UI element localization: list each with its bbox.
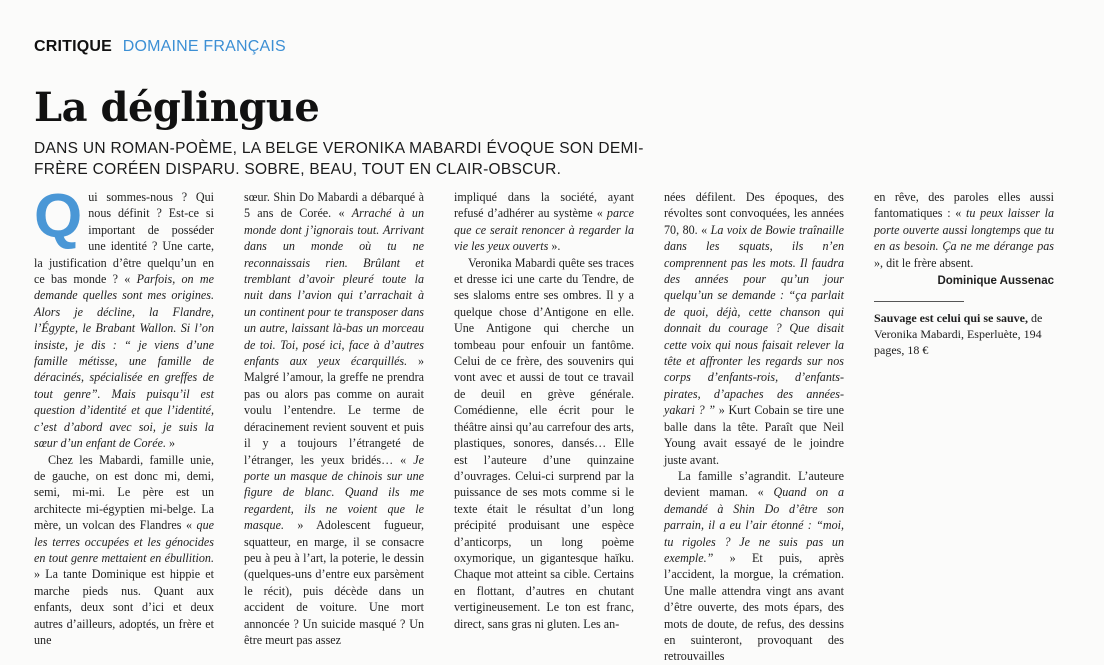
divider bbox=[874, 301, 964, 302]
text-run: » Kurt Cobain se tire une balle dans la tête. Paraît que Neil Young avait essayé de le joindre juste avant. bbox=[664, 403, 844, 467]
quote-run: parce que ce serait renoncer à regarder la vie les yeux ouverts bbox=[454, 206, 634, 254]
domaine-label: DOMAINE FRANÇAIS bbox=[122, 38, 286, 55]
article-column-5 bbox=[874, 189, 1054, 533]
text-run: en rêve, des paroles elles aussi fantomatiques : « bbox=[874, 190, 1054, 221]
text-run: » Et puis, après l’accident, la morgue, la crémation. Une malle attendra vingt ans avant d’être ouverte, des mots épars, des mots de doute, de refus, des dessins en suinteront, provoquant des retrouvailles bbox=[664, 550, 844, 664]
paragraph bbox=[34, 452, 214, 649]
article-title: La déglingue bbox=[34, 84, 320, 131]
article-column-3 bbox=[454, 189, 634, 631]
book-info bbox=[874, 310, 1054, 358]
section-header bbox=[34, 38, 286, 56]
quote-run: que les terres occupées et les génocides en tout genre mettaient en ébullition. bbox=[34, 518, 214, 565]
quote-run: tu peux laisser la porte ouverte aussi longtemps que tu en as besoin. Ça ne me dérange pas bbox=[874, 206, 1054, 254]
text-run: ». bbox=[548, 239, 561, 254]
paragraph bbox=[34, 182, 214, 452]
text-run: impliqué dans la société, ayant refusé d’adhérer au système « bbox=[454, 190, 634, 221]
paragraph: Veronika Mabardi quête ses traces et dresse ici une carte du Tendre, de ses slaloms entre ses ombres. Il y a quelque chose d’Antigone en elle. Une Antigone qui cherche un tombeau pour enfouir un fantôme. Celui de ce frère, des souvenirs qui vont avec et aussi de tout ce travail de deuil en grève générale. Comédienne, elle écrit pour le théâtre ainsi qu’au carrefour des arts, plastiques, sonores, dansés… Elle est l’auteure d’une quinzaine d’ouvrages. Celui-ci surprend par la puissance de ses mots comme si le texte était le résultat d’un long précipité produisant une espèce d’anticorps, un long poème oxymorique, un gigantesque haïku. Chaque mot atteint sa cible. Certains en flottant, d’autres en chutant vertigineusement. Le ton est franc, direct, sans gras ni gluten. Les an- bbox=[454, 255, 634, 631]
quote-run: Arraché à un monde dont j’ignorais tout. Arrivant dans un monde où tu ne reconnaissais rien. Brûlant et tremblant d’avoir pleuré toute la nuit dans l’avion qui t’arrachait à un continent pour te transposer dans un autre, laissant là-bas un morceau de toi. Toi, posé ici, face à d’autres enfants aux yeux écarquillés. bbox=[244, 206, 424, 369]
paragraph bbox=[664, 189, 844, 468]
text-run: » La tante Dominique est hippie et marche pieds nus. Quant aux enfants, deux sont d’ici et deux autres d’ailleurs, adoptés, un frère et une bbox=[34, 567, 214, 647]
text-run: sœur. Shin Do Mabardi a débarqué à 5 ans de Corée. « bbox=[244, 190, 424, 221]
quote-run: Parfois, on me demande quelles sont mes origines. Alors je décline, la Flandre, l’Égypte, le Brabant Wallon. Si l’on insiste, je dis : “ je viens d’une famille métisse, une famille de déracinés, spécialisée en greffes de tout genre”. Mais puisqu’il est question d’identité et que l’identité, c’est d’abord avec soi, je suis la sœur d’un enfant de Corée. bbox=[34, 272, 214, 451]
paragraph bbox=[874, 189, 1054, 271]
text-run: ui sommes-nous ? Qui nous définit ? Est-ce si important de posséder une identité ? Une carte, la justification d’être quelqu’un en ce bas monde ? « bbox=[34, 190, 214, 287]
article-column-4 bbox=[664, 189, 844, 664]
book-details: de Veronika Mabardi, Esperluète, 194 pages, 18 € bbox=[874, 311, 1043, 358]
quote-run: La voix de Bowie traînaille dans les squats, ils n’en comprennent pas les mots. Il faudra des années pour qu’un jour quelqu’un se demande : “ça parlait de quoi, déjà, cette chanson qui donnait du courage ? Que disait cette voix qui nous faisait relever la tête et affronter les regards sur nos corps d’enfants-rois, d’enfants-pirates, d’apaches des années-yakari ? ” bbox=[664, 222, 844, 418]
author-signature: Dominique Aussenac bbox=[937, 275, 1054, 288]
text-run: » Malgré l’amour, la greffe ne prendra pas ou alors pas comme on aurait voulu l’entendre. Le terme de déracinement revient souvent et puis il y a toujours l’étrangeté de l’étranger, les yeux bridés… « bbox=[244, 354, 424, 467]
quote-run: Je porte un masque de chinois sur une figure de blanc. Quand ils me regardent, ils ne voient que le masque. bbox=[244, 452, 424, 533]
text-run: », dit le frère absent. bbox=[874, 255, 974, 270]
article-column-1 bbox=[34, 182, 214, 647]
quote-run: Quand on a demandé à Shin Do d’être son parrain, il a eu l’air étonné : “moi, tu rigoles ? Je ne suis pas un exemple.” bbox=[664, 485, 844, 565]
paragraph bbox=[244, 189, 424, 648]
paragraph bbox=[664, 468, 844, 665]
rubrique-label: CRITIQUE bbox=[34, 38, 113, 55]
paragraph bbox=[454, 189, 634, 255]
text-run: » Adolescent fugueur, squatteur, en marge, il se consacre peu à peu à l’art, la poterie, le dessin (quelques-uns d’entre eux parsèment le récit), puis décède dans un accident de voiture. Une mort annoncée ? Un suicide masqué ? Un être meurt pas assez bbox=[244, 518, 424, 647]
article-column-2 bbox=[244, 189, 424, 647]
text-run: La famille s’agrandit. L’auteure devient maman. « bbox=[664, 468, 844, 500]
text-run: Chez les Mabardi, famille unie, de gauche, on est donc mi, demi, semi, mi-mi. Le père est un architecte mi-égyptien mi-belge. La mère, un volcan des Flandres « bbox=[34, 452, 214, 533]
text-run: nées défilent. Des époques, des révoltes sont convoquées, les années 70, 80. « bbox=[664, 190, 844, 237]
article-standfirst: DANS UN ROMAN-POÈME, LA BELGE VERONIKA MABARDI ÉVOQUE SON DEMI-FRÈRE CORÉEN DISPARU. SOBRE, BEAU, TOUT EN CLAIR-OBSCUR. bbox=[34, 140, 644, 178]
book-title: Sauvage est celui qui se sauve, bbox=[874, 311, 1029, 326]
text-run: » bbox=[166, 436, 176, 451]
drop-cap: Q bbox=[34, 182, 83, 251]
